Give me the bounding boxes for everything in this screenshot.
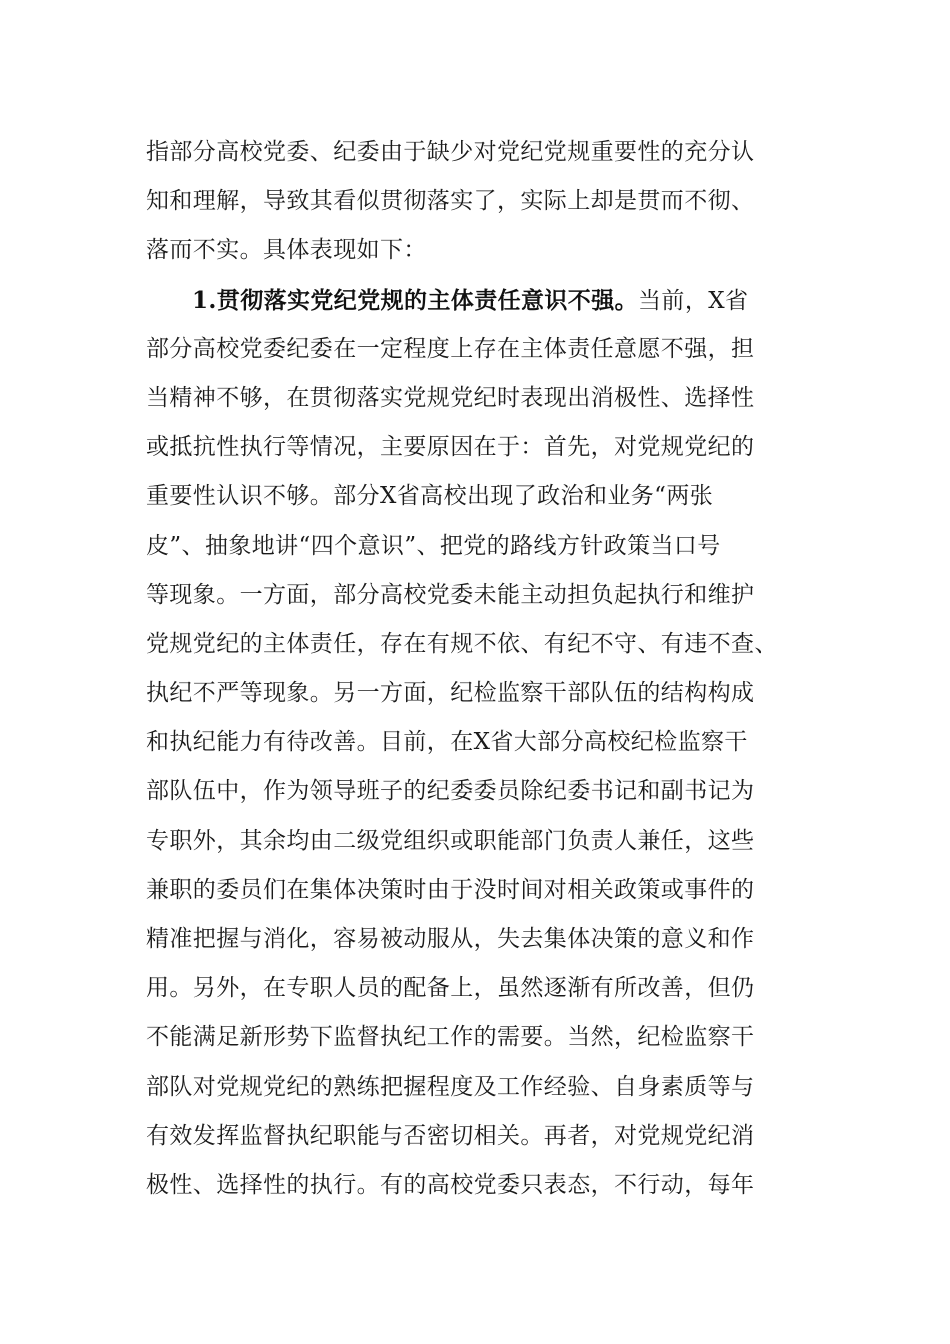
- text-line: 部队对党规党纪的熟练把握程度及工作经验、自身素质等与: [146, 1073, 755, 1100]
- text-line: 知和理解，导致其看似贯彻落实了，实际上却是贯而不彻、: [146, 188, 755, 215]
- text-line: 精准把握与消化，容易被动服从，失去集体决策的意义和作: [146, 926, 755, 952]
- text-line: 皮”、抽象地讲“四个意识”、把党的路线方针政策当口号: [146, 532, 721, 559]
- text-line: 和执纪能力有待改善。目前，在X省大部分高校纪检监察干: [146, 729, 748, 756]
- text-line: 落而不实。具体表现如下：: [146, 237, 427, 264]
- text-line: 当精神不够，在贯彻落实党规党纪时表现出消极性、选择性: [146, 384, 755, 411]
- text-line: 极性、选择性的执行。有的高校党委只表态，不行动，每年: [146, 1171, 755, 1198]
- text-line: 用。另外，在专职人员的配备上，虽然逐渐有所改善，但仍: [146, 975, 755, 1002]
- text-line: 部队伍中，作为领导班子的纪委委员除纪委书记和副书记为: [146, 778, 755, 805]
- text-line: 不能满足新形势下监督执纪工作的需要。当然，纪检监察干: [146, 1024, 755, 1051]
- body-text: [146, 128, 836, 1210]
- text-line: 或抵抗性执行等情况，主要原因在于：首先，对党规党纪的: [146, 434, 755, 461]
- text-line: 重要性认识不够。部分X省高校出现了政治和业务“两张: [146, 483, 714, 510]
- text-line: 指部分高校党委、纪委由于缺少对党纪党规重要性的充分认: [146, 139, 755, 165]
- text-line: 党规党纪的主体责任，存在有规不依、有纪不守、有违不查、: [146, 630, 778, 657]
- text-line: 执纪不严等现象。另一方面，纪检监察干部队伍的结构构成: [146, 680, 755, 707]
- section-heading: 1.贯彻落实党纪党规的主体责任意识不强。: [192, 286, 639, 314]
- heading-continuation: 当前，X省: [638, 287, 749, 314]
- text-line: 部分高校党委纪委在一定程度上存在主体责任意愿不强，担: [146, 335, 755, 362]
- text-line: 兼职的委员们在集体决策时由于没时间对相关政策或事件的: [146, 876, 755, 903]
- section-heading-line: [146, 276, 836, 325]
- text-line: 专职外，其余均由二级党组织或职能部门负责人兼任，这些: [146, 827, 755, 854]
- text-line: 等现象。一方面，部分高校党委未能主动担负起执行和维护: [146, 581, 755, 608]
- text-line: 有效发挥监督执纪职能与否密切相关。再者，对党规党纪消: [146, 1122, 755, 1149]
